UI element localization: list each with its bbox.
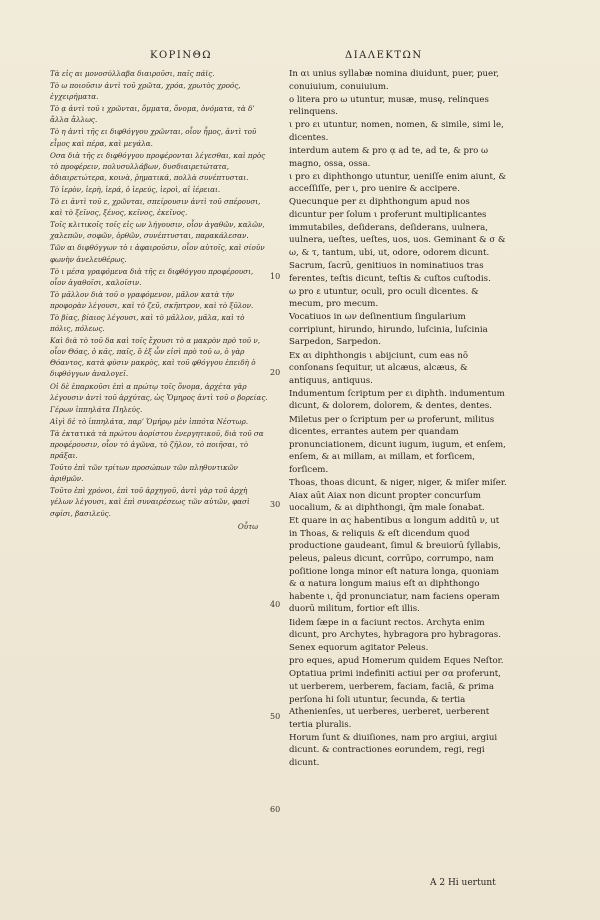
page-header-right: ΔΙΑΛΕΚΤΩΝ — [345, 50, 423, 61]
latin-paragraph: Indumentum ſcriptum per ει diphth. indumentum dicunt, & dolorem, dolorem, & dentes, dentes. — [289, 388, 505, 412]
greek-paragraph: Τοῦτο ἐπὶ τῶν τρίτων προσώπων τῶν πληθυντικῶν ἀριθμῶν. — [50, 463, 238, 484]
line-number: 50 — [270, 712, 281, 721]
greek-paragraph: Αἰγὶ δὲ τὸ ἱππηλάτα, παρ’ Ὁμήρῳ μὲν ἱππότα Νέστωρ. — [50, 416, 249, 426]
greek-paragraph: Τὸ η ἀντὶ τῆς ει διφθόγγου χρῶνται, οἷον ἦμος, ἀντὶ τοῦ εἶμος καὶ πέρα, καὶ μεγάλα. — [50, 127, 257, 148]
latin-paragraph: Thoas, thoas dicunt, & niger, niger, & miſer miſer. Aiax aūt Aiax non dicunt propter concurſum uocalium, & aι diphthongi, q̄m male ſonabat. — [289, 478, 507, 514]
latin-paragraph: Sacrum, ſacrū, genitiuos in nominatiuos tras ferentes, teſtis dicunt, teſtis & cuſtos cuſtodis. — [289, 260, 491, 284]
line-number: 10 — [270, 272, 281, 281]
latin-paragraph: Horum ſunt & diuiſiones, nam pro argiui, argiui dicunt. & contractiones eorundem, regi, regi dicunt. — [289, 732, 498, 769]
latin-paragraph: In αι unius syllabæ nomina diuidunt, puer, puer, conuiuium, conuiuium. — [289, 69, 500, 92]
signature-catchword: A 2 Hi uertunt — [430, 878, 496, 888]
greek-paragraph: Τὸ ει ἀντὶ τοῦ ε, χρῶνται, σπείρουσιν ἀντὶ τοῦ σπέρουσι, καὶ τὸ ξεῖνος, ξένος, κεῖνος, ἐκεῖνος. — [50, 197, 261, 218]
greek-paragraph: Τὸ ἱερὸν, ἱερὴ, ἱερά, ὁ ἱερεύς, ἱεροὶ, αἱ ἱέρειαι. — [50, 184, 221, 194]
greek-paragraph: Τὰ ἐκτατικὰ τὰ πρώτου ἀορίστου ἐνεργητικοῦ, διὰ τοῦ σα προφέρουσιν, οἷον τὸ ἀγῶνα, τὸ ζῆλον, τὸ ποιῆσαι, τὸ πρᾶξαι. — [50, 428, 264, 461]
latin-paragraph: interdum autem & pro ᾳ ad te, ad te, & pro ω magno, ossa, ossa. — [289, 146, 488, 169]
latin-paragraph: ω pro ε utuntur, oculi, pro oculi dicentes. & mecum, pro mecum. — [289, 286, 479, 310]
line-number: 20 — [270, 368, 281, 377]
greek-paragraph: Τὸ βίας, βίαιος λέγουσι, καὶ τὸ μᾶλλον, μᾶλα, καὶ τὸ πόλις, πόλεως. — [50, 312, 245, 334]
latin-paragraph: Quecunque per ει diphthongum apud nos dicuntur per ſolum ι proferunt multiplicantes immutabiles, deſiderans, deſiderans, uulnera, uulnera, ueſtes, ueſtes, uos, uos. Geminant & σ & ω, & τ, tantum, ubi, ut, odore, odorem dicunt. — [289, 197, 506, 258]
latin-paragraph: ι pro ει utuntur, nomen, nomen, & simile, simi le, dicentes. — [289, 120, 504, 143]
latin-paragraph: Et quare in ας habentibus α longum additū ν, ut in Thoas, & reliquis & eſt dicendum quod productione gaudeant, ſimul & breuiorū ſyllabis, peleus, paleus dicunt, corrūpo, corrumpo, nam poſitione longa minor eſt natura longa, quoniam & α natura longum maius eſt αι diphthongo habente ι, q̄d pronunciatur, nam faciens operam duorū militum, fortior eſt illis. — [289, 516, 501, 615]
greek-paragraph: Οἱ δὲ ἐπαρκοῦσι ἐπὶ α πρώτῳ τοῖς ὄνομα, ἀρχέτα γὰρ λέγουσιν ἀντὶ τοῦ ἀρχύτας, ὡς Ὅμηρος ἀντὶ τοῦ ο βορείας. — [50, 381, 268, 402]
greek-paragraph: Τὸ ω ποιοῦσιν ἀντὶ τοῦ χρῶτα, χρόα, χρωτὸς χροός, ἐγχειρήματα. — [50, 81, 241, 102]
greek-paragraph: Τὸ ι μέσα γραφόμενα διὰ τῆς ει διφθόγγου προφέρουσι, οἷον ἀγαθοῖσι, καλοῖσιν. — [50, 266, 254, 287]
latin-column — [289, 68, 507, 770]
latin-paragraph: ι pro ει diphthongo utuntur, ueniſſe enim aiunt, & acceſſiſſe, per ι, pro uenire & accipere. — [289, 171, 507, 195]
line-number: 30 — [270, 500, 281, 509]
greek-paragraph: Καὶ διὰ τὸ τοῦ δα καὶ τοῖς ἔχουσι τὸ α μακρὸν πρὸ τοῦ ν, οἷον Θόας, ὁ κᾶς, παῖς, ὃ ἐξ ὧν εἰσὶ πρὸ τοῦ ω, ὁ γὰρ Θόαντος, κατὰ φύσιν μακρὸς, καὶ τοῦ φθόγγου ἐπειδὴ ὁ διφθόγγων ἀναλογεῖ. — [50, 336, 260, 379]
latin-paragraph: Senex equorum agitator Peleus. — [289, 643, 429, 654]
latin-paragraph: Optatiua primi indefiniti actiui per σα proferunt, ut uerberem, uerberem, faciam, faciā, & prima perſona hi ſoli utuntur, ſecunda, & tertia Athenienſes, ut uerberes, uerberet, uerberent tertia pluralis. — [289, 669, 501, 730]
greek-column — [50, 68, 268, 533]
catchword-greek: Οὗτω — [237, 521, 258, 531]
latin-paragraph: ο litera pro ω utuntur, musæ, musę, relinques relinquens. — [289, 94, 489, 118]
greek-paragraph: Οσα διὰ τῆς ει διφθόγγου προφέρονται λέγεσθαι, καὶ πρὸς τὸ προφέρειν, πολυσυλλάβων, δυσδιαιρετώτατα, ἀδιαιρετώτερα, κοινὰ, ῥηματικά, πολλὰ συνέπτυσται. — [50, 150, 266, 182]
line-number: 40 — [270, 600, 281, 609]
latin-paragraph: Iidem ſæpe in α faciunt rectos. Archyta enim dicunt, pro Archytes, hybragora pro hybragoras. — [289, 617, 501, 641]
latin-paragraph: Vocatiuos in ων deſinentium ſingularium corripiunt, hirundo, hirundo, luſcinia, luſcinia Sarpedon, Sarpedon. — [289, 312, 488, 348]
greek-paragraph: Τῶν αι διφθόγγων τὸ ι ἀφαιροῦσιν, οἷον αὐτοῖς, καὶ σίοῦν φωνὴν ἀνελευθέρως. — [50, 243, 265, 264]
latin-paragraph: Miletus per ο ſcriptum per ω proferunt, militus dicentes, errantes autem per quandam pronunciationem, dicunt iugum, iugum, et enſem, enſem, & aι millam, aι millam, et forſicem, forſicem. — [289, 414, 506, 475]
greek-paragraph: Γέρων ἱππηλάτα Πηλεύς. — [50, 404, 143, 414]
greek-paragraph: Τοῖς κλιτικοῖς τοῖς εἰς ων λήγουσιν, οἷον ἀγαθῶν, καλῶν, χαλεπῶν, σοφῶν, ὀρθῶν, συνέπτυσται, παρακάλεσαν. — [50, 220, 265, 241]
greek-paragraph: Τὰ εἰς αι μονοσύλλαβα διαιροῦσι, παῖς πάϊς. — [50, 69, 215, 78]
greek-paragraph: Τὸ μᾶλλον διὰ τοῦ ο γραφόμενον, μᾶλον κατὰ τὴν προφορὰν λέγουσι, καὶ τὸ ζεῦ, σκῆπτρον, καὶ τὸ ξῦλον. — [50, 289, 254, 310]
greek-paragraph: Τοῦτο ἐπὶ χρόνοι, ἐπὶ τοῦ ἀρχηγοῦ, ἀντὶ γὰρ τοῦ ἀρχὴ γέλων λέγουσι, καὶ ἐπὶ συναιρέσεως τῶν αὐτῶν, φασὶ σφίσι, βασιλεύς. — [50, 486, 250, 518]
latin-paragraph: pro eques, apud Homerum quidem Eques Neſtor. — [289, 656, 504, 667]
greek-paragraph: Τὸ ᾳ ἀντὶ τοῦ ι χρῶνται, ὄμματα, ὄνομα, ὀνόματα, τὰ δ’ ἄλλα ἄλλως. — [50, 104, 255, 125]
latin-paragraph: Ex αι diphthongis ι abijciunt, cum eas nō conſonans ſequitur, ut alcæus, alcæus, & antiquus, antiquus. — [289, 350, 469, 386]
line-number: 60 — [270, 805, 281, 814]
page-header-left: ΚΟΡΙΝΘΩ — [150, 50, 213, 61]
